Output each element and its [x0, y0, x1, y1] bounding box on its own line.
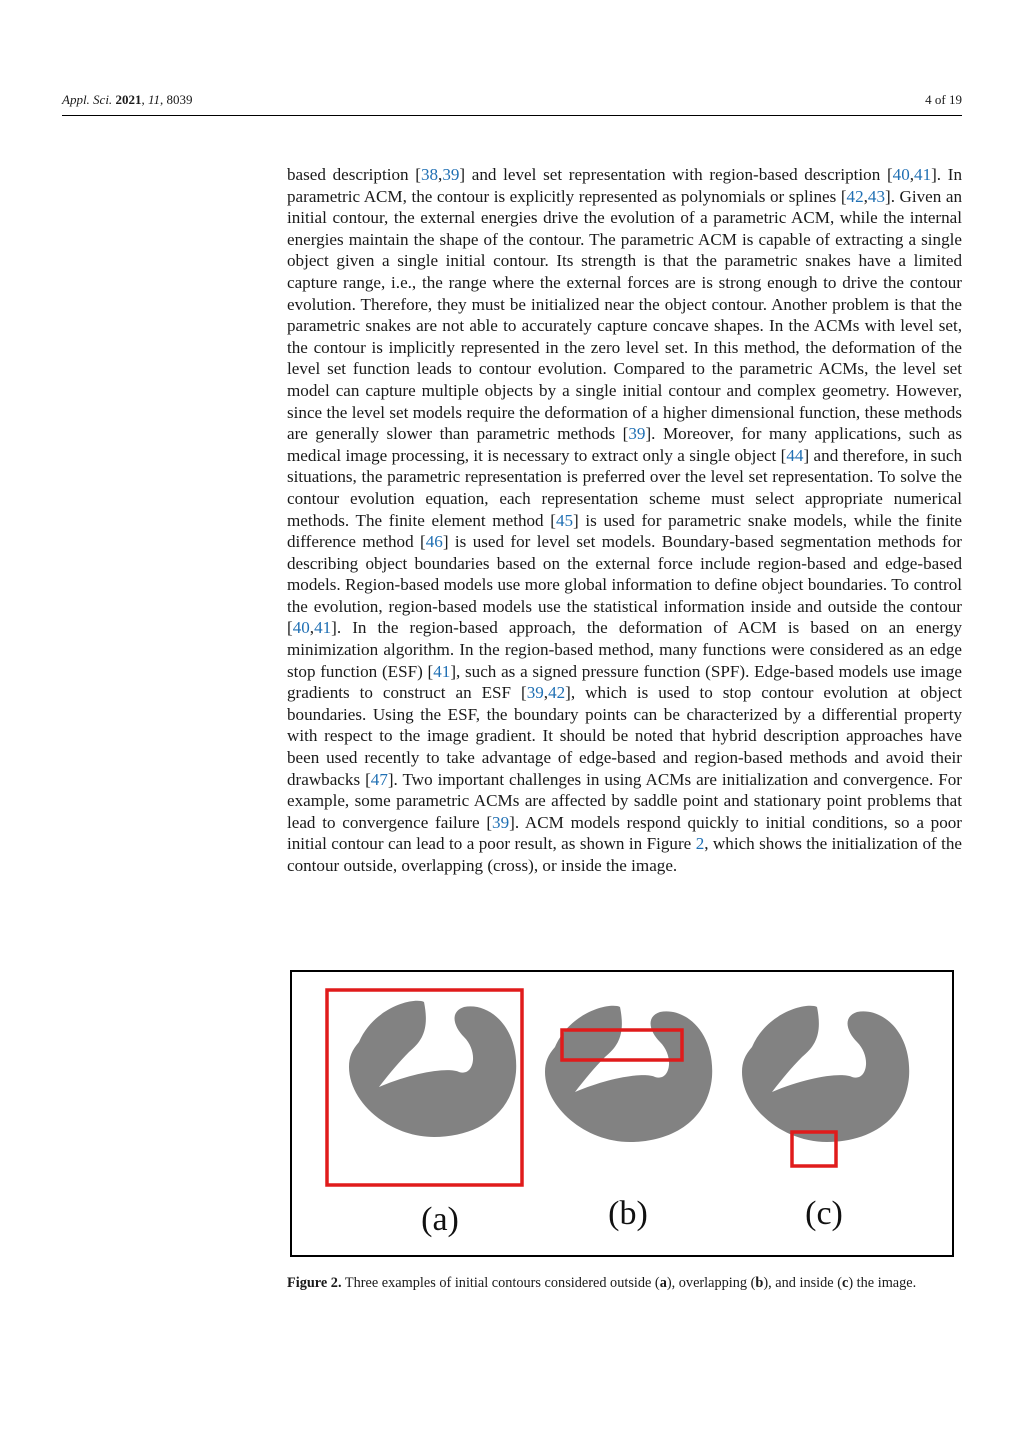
figure-caption: Figure 2. Three examples of initial contours considered outside (a), overlapping (b), and inside (c) the image. [287, 1275, 917, 1291]
citation-link[interactable]: 47 [370, 769, 388, 789]
journal-volume: 11 [147, 92, 160, 107]
figure-2-image [292, 972, 951, 1254]
citation-link[interactable]: 39 [628, 424, 646, 444]
paragraph-text: based description [38,39] and level set representation with region-based description [40,41]. In parametric ACM, the contour is explicitly represented as polynomials or splines [42,43]. Given an initial contour, the external energies drive the evolution of a parametric ACM, while the internal energies maintain the shape of the contour. The parametric ACM is capable of extracting a single object given a single initial contour. Its strength is that the parametric snakes have a limited capture range, i.e., the range where the external forces are is strong enough to drive the contour evolution. Therefore, they must be initialized near the object contour. Another problem is that the parametric snakes are not able to accurately capture concave shapes. In the ACMs with level set, the contour is implicitly represented in the zero level set. In this method, the deformation of the level set function leads to contour evolution. Compared to the parametric ACMs, the level set model can capture multiple objects by a single initial contour and complex geometry. However, since the level set models require the deformation of a higher dimensional function, these methods are generally slower than parametric methods [39]. Moreover, for many applications, such as medical image processing, it is necessary to extract only a single object [44] and therefore, in such situations, the parametric representation is preferred over the level set representation. To solve the contour evolution equation, each representation scheme must select appropriate numerical methods. The finite element method [45] is used for parametric snake models, while the finite difference method [46] is used for level set models. Boundary-based segmentation methods for describing object boundaries based on the external force include region-based and edge-based models. Region-based models use more global information to define object boundaries. To control the evolution, region-based models use the statistical information inside and outside the contour [40,41]. In the region-based approach, the deformation of ACM is based on an energy minimization algorithm. In the region-based method, many functions were considered as an edge stop function (ESF) [41], such as a signed pressure function (SPF). Edge-based models use image gradients to construct an ESF [39,42], which is used to stop contour evolution at object boundaries. Using the ESF, the boundary points can be characterized by a differential property with respect to the image gradient. It should be noted that hybrid description approaches have been used recently to take advantage of edge-based and region-based methods and avoid their drawbacks [47]. Two important challenges in using ACMs are initialization and convergence. For example, some parametric ACMs are affected by saddle point and stationary point problems that lead to convergence failure [39]. ACM models respond quickly to initial conditions, so a poor initial contour can lead to a poor result, as shown in Figure 2, which shows the initialization of the contour outside, overlapping (cross), or inside the image. [287, 165, 963, 875]
citation-link[interactable]: 40 [292, 618, 310, 638]
citation-link[interactable]: 40 [892, 165, 910, 184]
citation-link[interactable]: 45 [555, 510, 574, 530]
journal-citation: Appl. Sci. 2021, 11, 8039 [62, 92, 193, 107]
panel-label-c: (c) [805, 1195, 843, 1232]
object-shape-c [742, 1006, 909, 1142]
journal-year: 2021 [115, 92, 142, 107]
caption-label: Figure 2. [287, 1275, 342, 1291]
citation-link[interactable]: 43 [867, 186, 885, 206]
citation-link[interactable]: 38 [420, 165, 439, 184]
figure-2 [290, 970, 954, 1257]
citation-link[interactable]: 42 [548, 683, 566, 703]
citation-link[interactable]: 44 [786, 445, 804, 465]
figure-link[interactable]: 2 [695, 834, 705, 854]
object-shape-a [349, 1001, 516, 1137]
header-rule [62, 115, 962, 116]
object-shape-b [545, 1006, 712, 1142]
citation-link[interactable]: 39 [492, 812, 510, 832]
citation-link[interactable]: 41 [914, 165, 932, 184]
panel-label-a: (a) [421, 1201, 459, 1238]
running-header [62, 88, 962, 112]
citation-link[interactable]: 41 [314, 618, 332, 638]
page-number: 4 of 19 [925, 92, 962, 107]
body-paragraph [287, 164, 962, 877]
citation-link[interactable]: 46 [425, 532, 443, 552]
panel-label-b: (b) [608, 1195, 648, 1232]
citation-link[interactable]: 39 [442, 165, 460, 184]
article-number: 8039 [166, 92, 193, 107]
citation-link[interactable]: 42 [846, 186, 864, 206]
citation-link[interactable]: 39 [526, 683, 544, 703]
journal-name: Appl. Sci. [62, 92, 113, 107]
citation-link[interactable]: 41 [433, 661, 451, 681]
